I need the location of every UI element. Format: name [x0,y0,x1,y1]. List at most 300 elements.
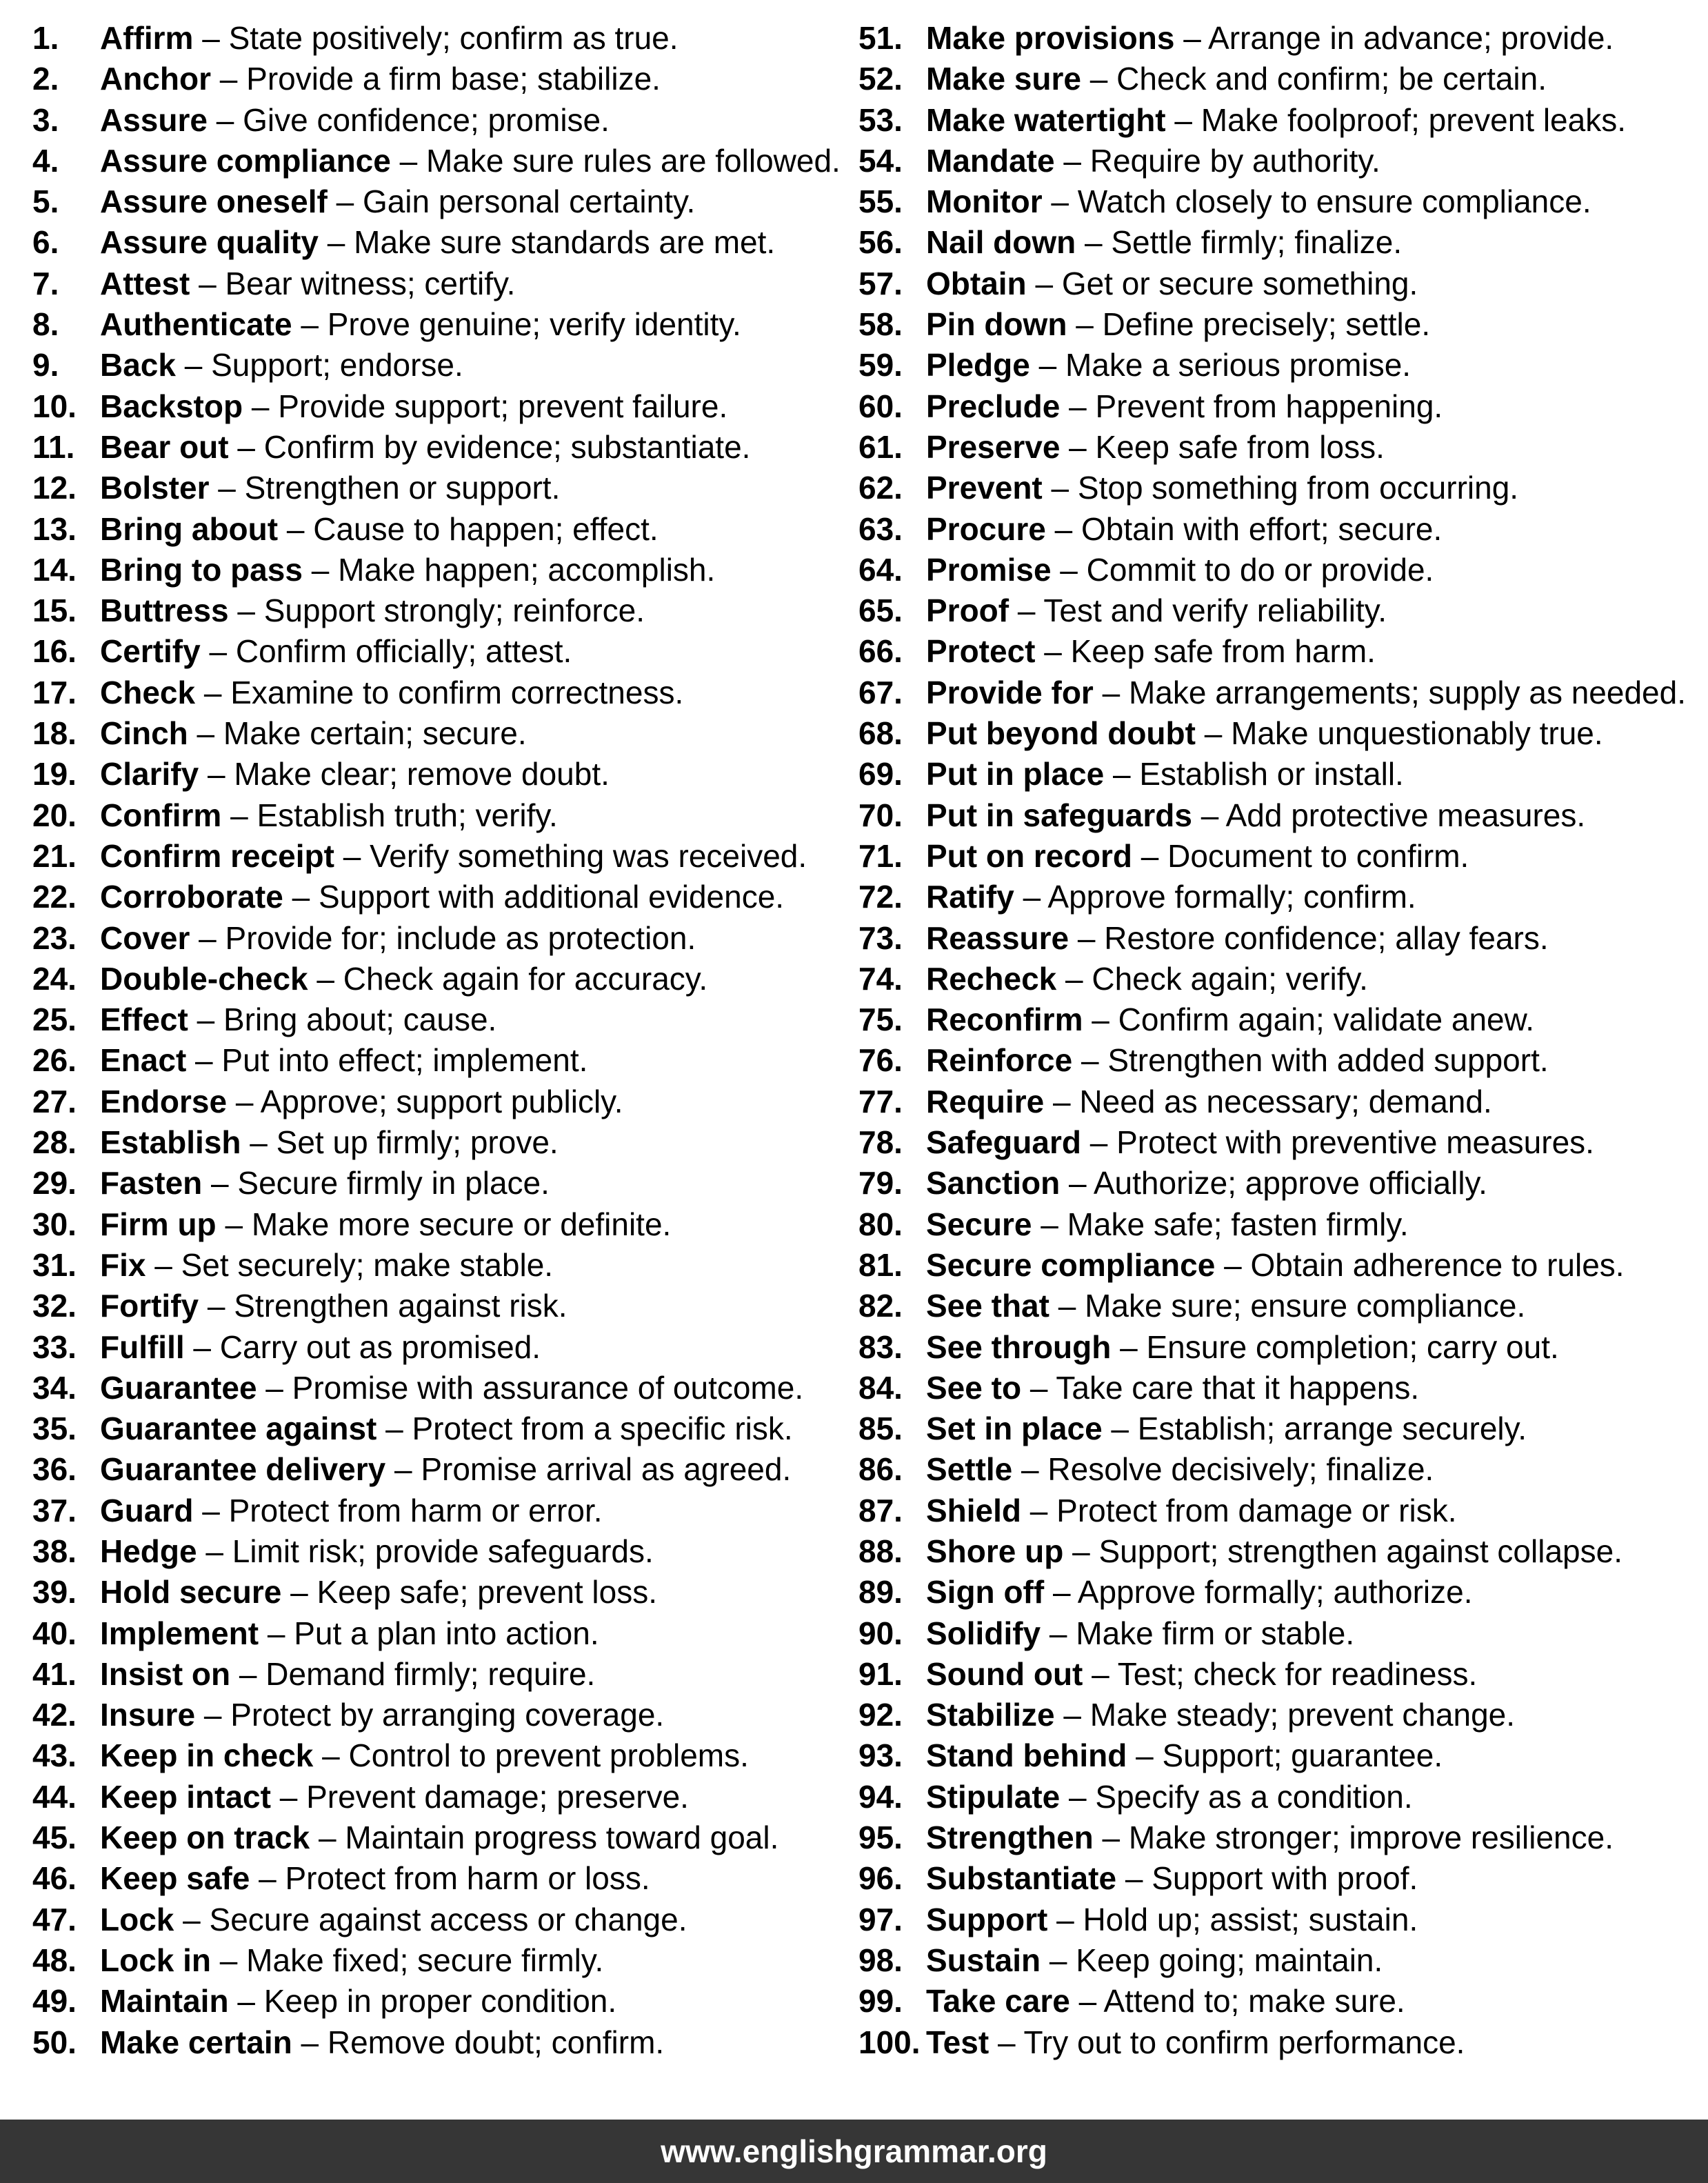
list-item [858,959,1708,999]
item-text [100,1654,595,1695]
item-term: Mandate [926,142,1055,179]
item-text [926,1449,1434,1490]
item-text [100,100,610,141]
item-number: 27. [32,1083,77,1119]
item-number: 88. [858,1533,903,1569]
list-item [32,263,846,304]
item-text [926,100,1626,141]
item-text [100,1531,654,1572]
list-item [858,1408,1708,1449]
item-text [100,754,610,795]
item-term: Stabilize [926,1697,1055,1733]
item-number: 32. [32,1288,77,1324]
item-term: Shield [926,1492,1022,1528]
item-text [100,1858,650,1899]
item-term: Affirm [100,20,194,56]
list-item [858,1613,1708,1654]
item-number: 54. [858,142,903,179]
item-number: 39. [32,1574,77,1611]
list-item [32,1081,846,1122]
item-number: 30. [32,1206,77,1242]
item-definition: – Watch closely to ensure compliance. [1042,183,1591,220]
item-number: 55. [858,183,903,220]
item-number: 67. [858,674,903,710]
item-definition: – Promise arrival as agreed. [385,1451,792,1488]
item-number: 93. [858,1737,903,1774]
item-term: Bring to pass [100,551,303,588]
item-text [926,345,1411,386]
item-text [926,1900,1418,1940]
item-definition: – Support; endorse. [175,347,463,383]
item-text [100,1735,749,1776]
item-text [926,2022,1465,2063]
item-definition: – Protect from harm or loss. [250,1860,650,1897]
list-item [32,713,846,754]
list-item [858,1081,1708,1122]
list-item [32,181,846,222]
item-definition: – Confirm officially; attest. [200,633,572,670]
item-text [926,959,1368,999]
item-number: 16. [32,633,77,670]
item-text [926,1817,1614,1858]
item-number: 86. [858,1451,903,1488]
item-definition: – Require by authority. [1054,142,1380,179]
item-definition: – Give confidence; promise. [207,101,610,138]
item-number: 28. [32,1124,77,1161]
item-term: See that [926,1288,1049,1324]
item-definition: – Set up firmly; prove. [241,1124,559,1161]
footer-url: www.englishgrammar.org [661,2133,1047,2169]
item-term: Put beyond doubt [926,715,1196,752]
item-text [100,1449,791,1490]
item-definition: – Specify as a condition. [1060,1778,1413,1815]
item-text [926,59,1547,99]
item-definition: – Prevent from happening. [1060,388,1443,424]
item-number: 33. [32,1328,77,1365]
item-number: 96. [858,1860,903,1897]
item-term: Make certain [100,2024,292,2060]
item-term: Reassure [926,919,1069,956]
item-definition: – Set securely; make stable. [145,1246,554,1283]
item-text [100,1572,657,1613]
item-text [926,1245,1625,1286]
item-text [100,877,784,917]
item-number: 74. [858,960,903,997]
item-text [100,795,558,836]
list-item [32,1040,846,1081]
item-term: Reinforce [926,1042,1073,1079]
item-text [926,713,1603,754]
item-text [926,1286,1525,1326]
list-item [858,2022,1708,2063]
item-number: 50. [32,2024,77,2060]
item-term: Confirm [100,797,222,833]
list-item [858,713,1708,754]
item-number: 89. [858,1574,903,1611]
list-item [858,1858,1708,1899]
item-text [926,1327,1559,1368]
item-number: 61. [858,428,903,465]
list-item [32,468,846,508]
list-item [858,754,1708,795]
list-item [32,1858,846,1899]
item-number: 34. [32,1369,77,1406]
item-term: Lock in [100,1942,212,1978]
item-definition: – Establish; arrange securely. [1102,1411,1527,1447]
item-term: Recheck [926,960,1057,997]
list-item [32,672,846,713]
item-text [926,836,1469,877]
item-text [926,550,1434,590]
item-term: Make sure [926,61,1082,97]
item-definition: – Prove genuine; verify identity. [292,306,741,343]
item-text [926,1163,1487,1204]
item-definition: – Support with proof. [1116,1860,1418,1897]
item-number: 35. [32,1411,77,1447]
item-text [100,59,661,99]
list-item [32,222,846,263]
item-term: Guarantee delivery [100,1451,386,1488]
item-definition: – Get or secure something. [1026,265,1418,301]
item-term: Firm up [100,1206,217,1242]
item-definition: – Establish or install. [1104,756,1404,793]
item-number: 94. [858,1778,903,1815]
list-item [858,1654,1708,1695]
item-definition: – State positively; confirm as true. [193,20,679,56]
item-definition: – Approve formally; confirm. [1014,879,1416,915]
item-definition: – Bear witness; certify. [190,265,516,301]
item-number: 48. [32,1942,77,1978]
item-number: 14. [32,551,77,588]
item-text [100,1368,803,1408]
item-text [926,1368,1419,1408]
item-term: Attest [100,265,190,301]
item-term: Keep safe [100,1860,250,1897]
item-definition: – Make stronger; improve resilience. [1093,1820,1614,1856]
item-definition: – Check again; verify. [1056,960,1368,997]
item-term: Double-check [100,960,308,997]
item-term: Authenticate [100,306,292,343]
list-item [32,1531,846,1572]
item-definition: – Support with additional evidence. [283,879,785,915]
item-term: Pledge [926,347,1030,383]
list-item [858,1531,1708,1572]
item-text [100,509,659,550]
item-number: 23. [32,919,77,956]
item-term: Implement [100,1615,259,1651]
item-text [100,631,572,672]
item-term: Set in place [926,1411,1103,1447]
item-number: 83. [858,1328,903,1365]
item-number: 66. [858,633,903,670]
item-definition: – Make arrangements; supply as needed. [1093,674,1687,710]
item-definition: – Hold up; assist; sustain. [1047,1901,1418,1937]
item-term: Fix [100,1246,146,1283]
list-item [32,1572,846,1613]
item-text [926,1858,1418,1899]
item-number: 78. [858,1124,903,1161]
item-definition: – Document to confirm. [1132,837,1469,874]
item-number: 79. [858,1165,903,1202]
item-text [100,1777,689,1817]
list-item [858,1491,1708,1531]
list-item [32,1204,846,1245]
item-number: 40. [32,1615,77,1651]
item-definition: – Check and confirm; be certain. [1081,61,1547,97]
list-item [858,1695,1708,1735]
item-text [926,672,1686,713]
list-item [858,1900,1708,1940]
list-item [858,1817,1708,1858]
item-term: Stand behind [926,1737,1127,1774]
item-definition: – Settle firmly; finalize. [1076,224,1403,261]
item-term: Hedge [100,1533,197,1569]
item-number: 45. [32,1820,77,1856]
item-text [926,918,1549,959]
item-definition: – Test; check for readiness. [1083,1655,1478,1692]
item-text [100,959,707,999]
list-item [858,181,1708,222]
item-text [926,1654,1477,1695]
item-number: 29. [32,1165,77,1202]
list-item [32,1777,846,1817]
item-definition: – Strengthen or support. [209,470,561,506]
list-item [32,1940,846,1981]
item-text [100,1900,687,1940]
list-item [32,631,846,672]
item-text [100,1408,793,1449]
item-text [926,1040,1549,1081]
list-item [32,59,846,99]
item-term: Maintain [100,1983,229,2020]
item-number: 46. [32,1860,77,1897]
item-number: 21. [32,837,77,874]
item-definition: – Establish truth; verify. [221,797,558,833]
list-item [32,18,846,59]
list-item [32,999,846,1040]
item-number: 64. [858,551,903,588]
item-text [926,1408,1527,1449]
item-term: Safeguard [926,1124,1081,1161]
item-text [100,304,741,345]
item-number: 57. [858,265,903,301]
list-item [858,877,1708,917]
item-term: Sustain [926,1942,1041,1978]
item-text [100,1204,671,1245]
item-term: Cinch [100,715,188,752]
list-item [32,550,846,590]
item-term: Sanction [926,1165,1061,1202]
item-text [100,1981,616,2022]
item-number: 7. [32,265,59,301]
item-term: Corroborate [100,879,283,915]
item-text [926,1081,1492,1122]
item-term: Bring about [100,510,279,547]
item-text [926,1122,1594,1163]
item-definition: – Commit to do or provide. [1051,551,1434,588]
item-text [100,836,807,877]
item-term: Enact [100,1042,187,1079]
item-definition: – Make a serious promise. [1029,347,1411,383]
item-term: Make provisions [926,20,1175,56]
item-text [100,1695,664,1735]
item-number: 75. [858,1001,903,1038]
item-term: Preserve [926,428,1061,465]
item-term: Assure compliance [100,142,391,179]
item-term: Buttress [100,592,229,629]
item-definition: – Arrange in advance; provide. [1174,20,1614,56]
item-number: 11. [32,428,75,465]
item-definition: – Maintain progress toward goal. [310,1820,779,1856]
item-text [926,263,1418,304]
item-definition: – Secure against access or change. [174,1901,687,1937]
item-definition: – Confirm again; validate anew. [1083,1001,1535,1038]
item-number: 5. [32,183,59,220]
list-item [858,795,1708,836]
item-text [100,1613,599,1654]
list-item [32,386,846,427]
item-definition: – Provide a firm base; stabilize. [211,61,661,97]
item-term: Cover [100,919,190,956]
item-term: Confirm receipt [100,837,334,874]
item-text [926,1572,1473,1613]
item-number: 82. [858,1288,903,1324]
item-number: 26. [32,1042,77,1079]
item-term: Guarantee [100,1369,257,1406]
item-number: 1. [32,20,59,56]
item-text [926,468,1518,508]
item-text [926,1777,1413,1817]
item-term: Insist on [100,1655,231,1692]
item-number: 38. [32,1533,77,1569]
item-term: Nail down [926,224,1076,261]
item-number: 43. [32,1737,77,1774]
item-term: Endorse [100,1083,228,1119]
item-text [100,672,683,713]
item-term: Ratify [926,879,1014,915]
item-term: Secure compliance [926,1246,1216,1283]
item-term: Obtain [926,265,1027,301]
item-term: Assure oneself [100,183,328,220]
list-item [858,918,1708,959]
item-text [926,141,1380,181]
item-definition: – Approve formally; authorize. [1044,1574,1473,1611]
item-definition: – Support; strengthen against collapse. [1063,1533,1622,1569]
list-item [32,1695,846,1735]
item-definition: – Attend to; make sure. [1069,1983,1405,2020]
item-number: 42. [32,1697,77,1733]
list-item [858,1163,1708,1204]
item-number: 8. [32,306,59,343]
item-term: Bear out [100,428,229,465]
list-item [32,1491,846,1531]
item-text [926,590,1387,631]
item-number: 51. [858,20,903,56]
item-text [100,2022,664,2063]
item-term: Put in safeguards [926,797,1192,833]
list-item [32,1408,846,1449]
item-text [926,181,1591,222]
item-number: 20. [32,797,77,833]
list-item [858,18,1708,59]
item-term: Solidify [926,1615,1041,1651]
item-number: 24. [32,960,77,997]
item-text [926,1531,1622,1572]
item-definition: – Make sure standards are met. [319,224,776,261]
list-item [32,1327,846,1368]
item-text [100,263,515,304]
item-number: 47. [32,1901,77,1937]
item-term: Certify [100,633,201,670]
list-item [858,631,1708,672]
item-number: 44. [32,1778,77,1815]
item-number: 70. [858,797,903,833]
item-number: 98. [858,1942,903,1978]
list-item [858,550,1708,590]
item-number: 73. [858,919,903,956]
list-item [32,1735,846,1776]
item-definition: – Put a plan into action. [259,1615,599,1651]
item-term: Sound out [926,1655,1083,1692]
list-item [32,959,846,999]
item-text [100,468,560,508]
list-item [858,427,1708,468]
item-number: 31. [32,1246,77,1283]
item-number: 49. [32,1983,77,2020]
list-item [32,2022,846,2063]
item-number: 87. [858,1492,903,1528]
item-term: Fasten [100,1165,203,1202]
item-text [926,877,1416,917]
item-term: Assure [100,101,208,138]
item-term: Shore up [926,1533,1064,1569]
item-term: Support [926,1901,1048,1937]
item-text [100,141,841,181]
item-text [100,386,727,427]
item-text [926,1491,1456,1531]
item-term: Backstop [100,388,243,424]
item-term: Make watertight [926,101,1166,138]
list-item [32,1613,846,1654]
item-term: Insure [100,1697,196,1733]
footer-bar [0,2120,1708,2183]
item-text [926,18,1614,59]
list-item [32,918,846,959]
item-number: 84. [858,1369,903,1406]
list-item [858,836,1708,877]
item-number: 19. [32,756,77,793]
item-term: Clarify [100,756,199,793]
item-text [100,999,496,1040]
item-term: See through [926,1328,1112,1365]
item-definition: – Make unquestionably true. [1195,715,1603,752]
list-item [858,1940,1708,1981]
item-text [100,18,679,59]
list-item [858,1777,1708,1817]
item-text [100,222,775,263]
item-number: 63. [858,510,903,547]
item-number: 99. [858,1983,903,2020]
item-definition: – Need as necessary; demand. [1044,1083,1492,1119]
item-definition: – Make foolproof; prevent leaks. [1165,101,1626,138]
item-term: Effect [100,1001,188,1038]
item-definition: – Examine to confirm correctness. [195,674,684,710]
item-term: Lock [100,1901,174,1937]
item-term: See to [926,1369,1022,1406]
item-term: Require [926,1083,1045,1119]
item-definition: – Prevent damage; preserve. [270,1778,689,1815]
item-definition: – Define precisely; settle. [1067,306,1431,343]
